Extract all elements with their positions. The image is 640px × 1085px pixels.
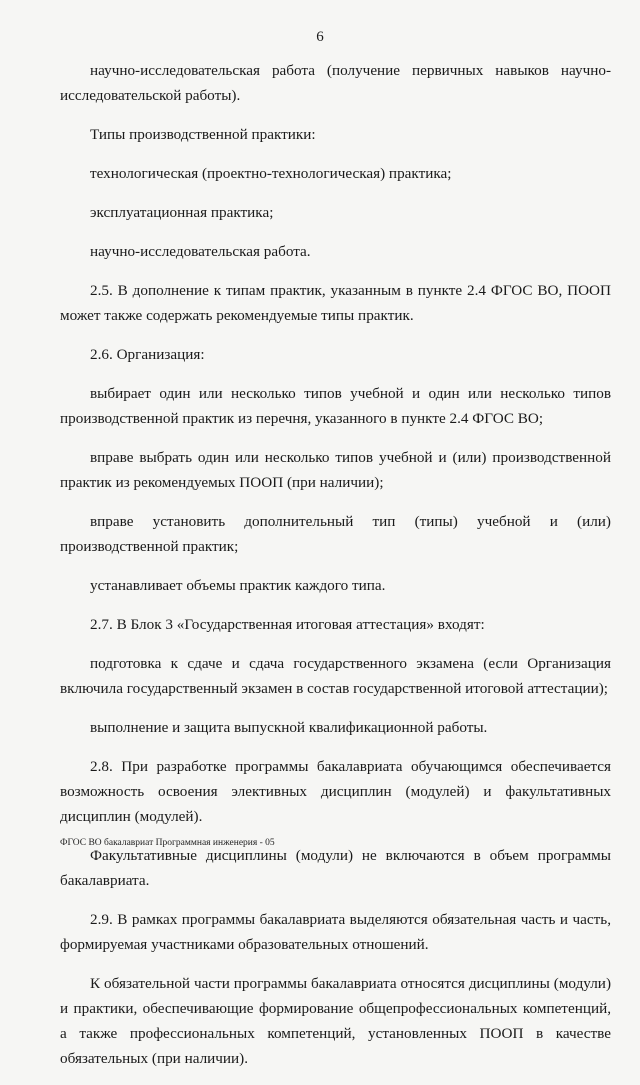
paragraph: научно-исследовательская работа (получение первичных навыков научно-исследовательской работы). [60,62,611,104]
paragraph: Факультативные дисциплины (модули) не включаются в объем программы бакалавриата. [60,847,611,889]
paragraph: 2.5. В дополнение к типам практик, указанным в пункте 2.4 ФГОС ВО, ПООП может также содержать рекомендуемые типы практик. [60,282,611,324]
paragraph: 2.6. Организация: [90,346,205,363]
paragraph: научно-исследовательская работа. [90,243,311,260]
paragraph: эксплуатационная практика; [90,204,274,221]
paragraph: 2.7. В Блок 3 «Государственная итоговая аттестация» входят: [90,616,485,633]
paragraph: устанавливает объемы практик каждого типа. [90,577,386,594]
paragraph: технологическая (проектно-технологическая) практика; [90,165,452,182]
paragraph: 2.8. При разработке программы бакалавриата обучающимся обеспечивается возможность освоения элективных дисциплин (модулей) и факультативных дисциплин (модулей). [60,758,611,825]
paragraph: подготовка к сдаче и сдача государственного экзамена (если Организация включила государственный экзамен в состав государственной итоговой аттестации); [60,655,611,697]
document-body [60,58,611,1085]
paragraph: 2.9. В рамках программы бакалавриата выделяются обязательная часть и часть, формируемая участниками образовательных отношений. [60,911,611,953]
paragraph: К обязательной части программы бакалавриата относятся дисциплины (модули) и практики, обеспечивающие формирование общепрофессиональных компетенций, а также профессиональных компетенций, установленных ПООП в качестве обязательных (при наличии). [60,975,611,1067]
paragraph: выбирает один или несколько типов учебной и один или несколько типов производственной практик из перечня, указанного в пункте 2.4 ФГОС ВО; [60,385,611,427]
paragraph: вправе установить дополнительный тип (типы) учебной и (или) производственной практик; [60,513,611,555]
paragraph: выполнение и защита выпускной квалификационной работы. [90,719,488,736]
paragraph: Типы производственной практики: [90,126,316,143]
paragraph: вправе выбрать один или несколько типов учебной и (или) производственной практик из рекомендуемых ПООП (при наличии); [60,449,611,491]
footer-note: ФГОС ВО бакалавриат Программная инженерия - 05 [60,838,275,848]
page-number: 6 [316,29,324,45]
